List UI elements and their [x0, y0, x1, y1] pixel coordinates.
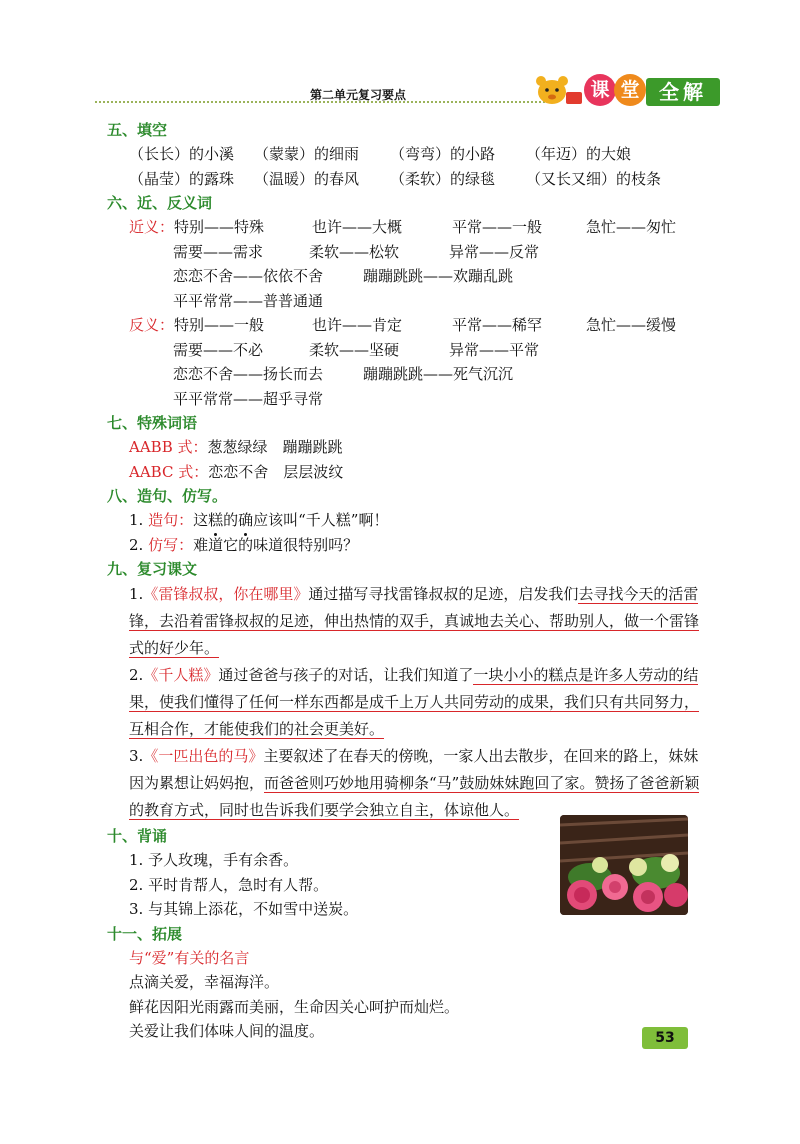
- review-item: [107, 662, 707, 743]
- fill-in-item: （温暖）的春风: [254, 169, 360, 188]
- word-pair: 平平常常——超乎寻常: [173, 389, 324, 408]
- brand-logo: [532, 70, 722, 108]
- review-item: [107, 581, 707, 662]
- word-pair: 也许——大概: [312, 218, 403, 236]
- section-title-synonyms-antonyms: 六、近、反义词: [107, 194, 213, 212]
- book-title: 《千人糕》: [143, 666, 219, 684]
- section-title-extension: 十一、拓展: [107, 924, 183, 943]
- synonym-row: [107, 289, 707, 314]
- book-title: 《雷锋叔叔，你在哪里》: [143, 585, 309, 603]
- fill-in-item: （晶莹）的露珠: [129, 169, 235, 188]
- extension-subtitle: 与“爱”有关的名言: [129, 948, 250, 967]
- fill-in-item: （蒙蒙）的细雨: [254, 145, 360, 163]
- item-number: 3.: [129, 747, 144, 765]
- word-pair: 急忙——匆忙: [586, 218, 677, 236]
- antonym-row: [107, 313, 707, 338]
- synonym-row: [107, 264, 707, 289]
- pattern-words: 恋恋不舍 层层波纹: [208, 462, 344, 481]
- sentence-text: 它: [223, 535, 239, 554]
- roses-photo: [560, 815, 688, 915]
- word-pair: 恋恋不舍——依依不舍: [173, 267, 324, 285]
- page-number: 53: [642, 1027, 688, 1049]
- recite-item: 1. 予人玫瑰，手有余香。: [129, 851, 299, 869]
- quote-line: 点滴关爱，幸福海洋。: [129, 973, 280, 991]
- item-number: 2.: [129, 666, 144, 684]
- word-pair: 恋恋不舍——扬长而去: [173, 365, 324, 383]
- pattern-label: AABB 式：: [129, 438, 208, 456]
- word-pair: 特别——一般: [174, 316, 265, 334]
- item-number: 1.: [129, 585, 144, 603]
- fill-in-item: （弯弯）的小路: [390, 145, 496, 163]
- section-title-fill-in: 五、填空: [107, 121, 168, 139]
- pattern-row: [107, 435, 707, 460]
- word-pair: 平常——一般: [452, 218, 543, 236]
- pattern-row: [107, 460, 707, 485]
- word-pair: 柔软——松软: [309, 242, 400, 261]
- synonym-row: [107, 215, 707, 240]
- section-title-review-texts: 九、复习课文: [107, 560, 198, 578]
- quote-line: 关爱让我们体味人间的温度。: [129, 1022, 325, 1040]
- synonym-row: [107, 240, 707, 265]
- word-pair: 特别——特殊: [174, 218, 265, 236]
- sentence-text: 难: [193, 535, 209, 554]
- word-pair: 也许——肯定: [312, 316, 403, 334]
- item-number: 1.: [129, 511, 144, 529]
- logo-char-3: 全解: [646, 78, 720, 106]
- roses-illustration: [560, 815, 688, 915]
- section-title-sentences: 八、造句、仿写。: [107, 487, 228, 505]
- word-pair: 需要——不必: [173, 340, 264, 359]
- word-pair: 柔软——坚硬: [309, 340, 400, 359]
- antonym-row: [107, 362, 707, 387]
- word-pair: 平平常常——普普通通: [173, 291, 324, 310]
- antonym-label: 反义：: [129, 316, 175, 334]
- header-title: 第二单元复习要点: [310, 88, 407, 102]
- review-text: 通过描写寻找雷锋叔叔的足迹，启发我们: [308, 585, 579, 603]
- sentence-text: 这糕的确应该叫“千人糕”啊！: [193, 511, 389, 529]
- review-item: [107, 743, 707, 824]
- review-key-point: 而爸爸则巧妙地用骑柳条“马”鼓励妹妹跑回了家。赞扬了爸爸新颖的教育方式，同时也告诉我们要学会独立自主，体谅他人。: [129, 774, 700, 819]
- sentence-item: [107, 533, 707, 558]
- word-pair: 异常——反常: [449, 242, 540, 261]
- word-pair: 需要——需求: [173, 242, 264, 261]
- logo-char-1: 课: [584, 74, 616, 106]
- review-text: 通过爸爸与孩子的对话，让我们知道了: [218, 666, 474, 684]
- synonym-label: 近义：: [129, 218, 175, 236]
- sentence-item: [107, 508, 707, 533]
- antonym-row: [107, 387, 707, 412]
- section-title-special-words: 七、特殊词语: [107, 414, 198, 432]
- header-divider: [95, 101, 545, 103]
- word-pair: 急忙——缓慢: [586, 316, 677, 334]
- word-pair: 蹦蹦跳跳——死气沉沉: [363, 365, 514, 383]
- pattern-words: 葱葱绿绿 蹦蹦跳跳: [207, 438, 343, 456]
- logo-char-2: 堂: [614, 74, 646, 106]
- fill-in-item: （又长又细）的枝条: [526, 169, 662, 188]
- fill-in-row: [107, 167, 707, 192]
- fill-in-item: （年迈）的大娘: [526, 145, 632, 163]
- fill-in-item: （长长）的小溪: [129, 145, 235, 163]
- item-number: 2.: [129, 535, 144, 554]
- section-title-recite: 十、背诵: [107, 827, 168, 845]
- book-title: 《一匹出色的马》: [143, 747, 264, 765]
- sentence-text: 味道很特别吗？: [253, 535, 359, 554]
- pattern-label: AABC 式：: [129, 462, 209, 481]
- antonym-row: [107, 338, 707, 363]
- review-text: 主要叙述了在春天的傍晚，一家人出去散步，在回来的路上，妹妹因为累想让妈妈抱，: [129, 747, 699, 792]
- recite-item: 3. 与其锦上添花，不如雪中送炭。: [129, 900, 359, 918]
- emphasis-dot-char: 的: [238, 535, 254, 554]
- emphasis-dot-char: 道: [208, 535, 224, 554]
- sentence-label: 仿写：: [148, 535, 194, 554]
- quote-line: 鲜花因阳光雨露而美丽，生命因关心呵护而灿烂。: [129, 997, 460, 1016]
- fill-in-row: [107, 142, 707, 167]
- word-pair: 平常——稀罕: [452, 316, 543, 334]
- fill-in-item: （柔软）的绿毯: [390, 169, 496, 188]
- sentence-label: 造句：: [148, 511, 194, 529]
- review-key-point: 去寻找今天的活雷锋，去沿着雷锋叔叔的足迹，伸出热情的双手，真诚地去关心、帮助别人，做一个雷锋式的好少年。: [129, 585, 700, 657]
- recite-item: 2. 平时肯帮人，急时有人帮。: [129, 875, 329, 894]
- word-pair: 蹦蹦跳跳——欢蹦乱跳: [363, 267, 514, 285]
- review-key-point: 一块小小的糕点是许多人劳动的结果，使我们懂得了任何一样东西都是成千上万人共同劳动的成果，我们只有共同努力，互相合作，才能使我们的社会更美好。: [129, 666, 700, 738]
- bear-mascot-icon: [532, 72, 586, 106]
- word-pair: 异常——平常: [449, 340, 540, 359]
